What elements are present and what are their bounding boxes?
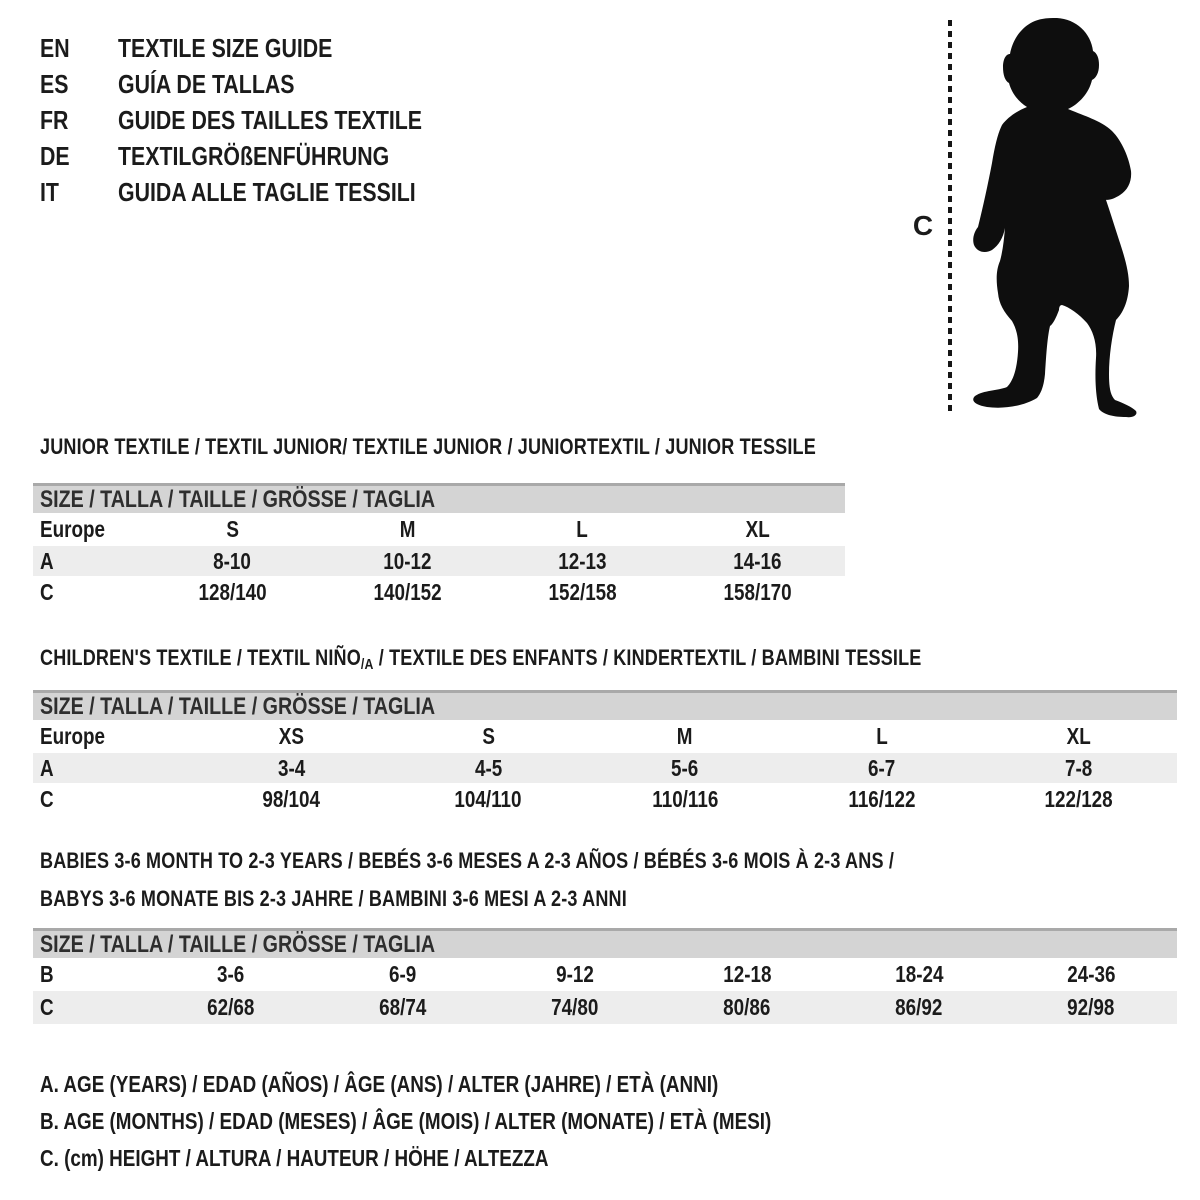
table-row-age [33,753,1177,783]
language-title: GUIDE DES TAILLES TEXTILE [118,104,423,135]
language-title: GUIDA ALLE TAGLIE TESSILI [118,176,416,207]
size-header-bar [33,690,1177,720]
cell-value: 122/128 [1044,786,1113,812]
size-table-babies [33,928,1177,1024]
cell-value: 18-24 [894,961,944,987]
cell-value: L [576,516,589,542]
row-label: C [40,786,54,812]
cell-value: 158/170 [723,579,792,605]
language-code: IT [40,176,59,207]
height-measure-dashed-line [948,20,952,416]
cell-value: 3-4 [277,754,306,781]
language-title: GUÍA DE TALLAS [118,68,295,99]
language-row-de [40,138,489,174]
cell-value: 4-5 [474,754,502,781]
cell-value: S [481,723,495,749]
cell-value: 128/140 [198,579,267,605]
size-header-label: SIZE / TALLA / TAILLE / GRÖSSE / TAGLIA [40,930,436,958]
table-row-months [33,958,1177,991]
cell-value: 80/86 [723,994,771,1020]
cell-value: 86/92 [895,994,943,1020]
cell-value: 92/98 [1067,994,1115,1020]
section-title-children: CHILDREN'S TEXTILE / TEXTIL $NIÑO_{/A}$ / TEXTILE DES ENFANTS / KINDERTEXTIL / BAMBINI TESSILE [40,645,922,673]
legend-line-b: B. AGE (MONTHS) / EDAD (MESES) / ÂGE (MOIS) / ALTER (MONATE) / ETÀ (MESI) [40,1108,772,1134]
size-header-bar [33,928,1177,958]
table-row-age [33,546,845,576]
table-row-europe [33,513,845,546]
table-row-height [33,991,1177,1024]
cell-value: 140/152 [373,579,442,605]
size-table-junior [33,483,845,609]
legend [40,1066,932,1177]
language-code: FR [40,104,69,135]
row-label: A [40,547,54,574]
cell-value: 98/104 [262,786,321,812]
cell-value: 12-13 [558,547,607,574]
row-label: C [40,579,54,605]
legend-line-a: A. AGE (YEARS) / EDAD (AÑOS) / ÂGE (ANS) / ALTER (JAHRE) / ETÀ (ANNI) [40,1071,719,1097]
cell-value: M [399,516,416,542]
row-label: C [40,994,54,1020]
language-code: ES [40,68,69,99]
language-row-es [40,66,489,102]
cell-value: XL [745,516,770,542]
section-title-junior: JUNIOR TEXTILE / TEXTIL JUNIOR/ TEXTILE JUNIOR / JUNIORTEXTIL / JUNIOR TESSILE [40,434,816,459]
toddler-silhouette-icon [962,14,1144,419]
row-label: B [40,961,54,987]
language-code: EN [40,32,70,63]
table-row-europe [33,720,1177,753]
size-header-label: SIZE / TALLA / TAILLE / GRÖSSE / TAGLIA [40,692,436,720]
cell-value: 24-36 [1066,961,1116,987]
size-header-label: SIZE / TALLA / TAILLE / GRÖSSE / TAGLIA [40,485,436,513]
cell-value: 104/110 [454,786,522,812]
row-label: A [40,754,54,781]
table-row-height [33,783,1177,816]
cell-value: 62/68 [207,994,255,1020]
cell-value: M [677,723,693,749]
cell-value: 110/116 [651,786,719,812]
cell-value: S [226,516,239,542]
language-title: TEXTILE SIZE GUIDE [118,32,333,63]
row-label: Europe [40,516,105,542]
language-code: DE [40,140,70,171]
cell-value: 6-7 [868,754,896,781]
language-row-it [40,174,489,210]
language-list [40,30,489,210]
cell-value: L [876,723,888,749]
table-row-height [33,576,845,609]
row-label: Europe [40,723,105,749]
cell-value: 6-9 [389,961,417,987]
size-table-children [33,690,1177,816]
language-title: TEXTILGRÖßENFÜHRUNG [118,140,390,171]
cell-value: XL [1066,723,1091,749]
cell-value: 7-8 [1064,754,1093,781]
cell-value: 8-10 [213,547,252,574]
height-measure-label: C [912,210,934,241]
cell-value: 12-18 [722,961,772,987]
cell-value: 68/74 [379,994,427,1020]
language-row-en [40,30,489,66]
size-header-bar [33,483,845,513]
cell-value: 10-12 [383,547,432,574]
section-title-babies-line2: BABYS 3-6 MONATE BIS 2-3 JAHRE / BAMBINI 3-6 MESI A 2-3 ANNI [40,886,627,911]
cell-value: 14-16 [733,547,782,574]
cell-value: 5-6 [671,754,699,781]
cell-value: 3-6 [217,961,245,987]
cell-value: 74/80 [551,994,599,1020]
title-subscript: /A [360,656,374,673]
cell-value: 9-12 [556,961,594,987]
cell-value: 116/122 [848,786,916,812]
legend-line-c: C. (cm) HEIGHT / ALTURA / HAUTEUR / HÖHE / ALTEZZA [40,1145,549,1171]
cell-value: 152/158 [548,579,617,605]
language-row-fr [40,102,489,138]
section-title-babies-line1: BABIES 3-6 MONTH TO 2-3 YEARS / BEBÉS 3-6 MESES A 2-3 AÑOS / BÉBÉS 3-6 MOIS À 2-3 ANS / [40,848,894,873]
cell-value: XS [278,723,304,749]
